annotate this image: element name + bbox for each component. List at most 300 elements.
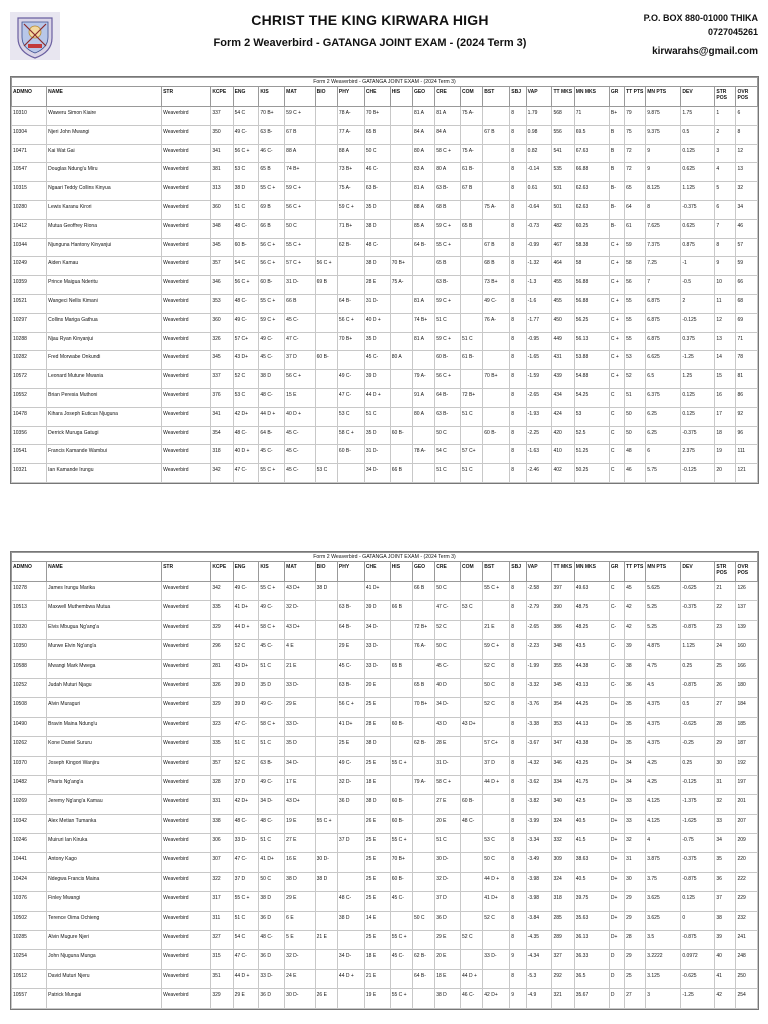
table-cell: 70 B+ (412, 698, 434, 717)
table-cell: 34 D- (337, 950, 364, 969)
table-cell: Weaverbird (162, 601, 211, 620)
table-cell: 33 D- (285, 678, 315, 697)
table-cell (315, 601, 337, 620)
table-cell: 464 (552, 257, 574, 276)
table-cell (315, 407, 337, 426)
table-cell: B- (609, 182, 624, 201)
table-row (12, 351, 758, 370)
table-cell: 44.38 (574, 659, 609, 678)
table-cell: Pharis Ng'ang'a (47, 775, 162, 794)
table-cell: C- (609, 640, 624, 659)
table-cell: 41 D+ (337, 717, 364, 736)
table-cell: 3.75 (646, 872, 681, 891)
table-cell: 340 (552, 795, 574, 814)
table-cell: 2 (715, 125, 736, 144)
table-cell: 60 B- (390, 795, 412, 814)
table-row (12, 989, 758, 1008)
table-cell: Weaverbird (162, 182, 211, 201)
table-cell: -5.3 (526, 969, 552, 988)
column-header: GEO (412, 87, 434, 107)
column-header: CHE (364, 562, 390, 582)
table-cell: 33 (625, 814, 646, 833)
table-cell (483, 464, 510, 483)
table-cell: 38 D (233, 182, 259, 201)
table-cell: C (609, 407, 624, 426)
table-cell: D+ (609, 775, 624, 794)
table-cell: -0.125 (681, 313, 715, 332)
table-cell: 71 (574, 107, 609, 126)
table-cell: 25 E (364, 756, 390, 775)
table-cell: 21 E (285, 659, 315, 678)
table-cell: Weaverbird (162, 795, 211, 814)
table-row (12, 892, 758, 911)
table-cell: Alex Metian Tumanka (47, 814, 162, 833)
table-cell (483, 107, 510, 126)
table-cell (390, 620, 412, 639)
table-cell: 8 (510, 931, 526, 950)
table-cell: 56.25 (574, 313, 609, 332)
table-cell: C + (609, 276, 624, 295)
table-cell: 345 (211, 238, 233, 257)
column-header: GEO (412, 562, 434, 582)
table-cell: C + (609, 332, 624, 351)
table-cell: 8 (510, 795, 526, 814)
table-cell: 47 C- (337, 388, 364, 407)
table-cell: 67 B (461, 182, 483, 201)
table-cell: 45 C- (390, 892, 412, 911)
table-cell: 10513 (12, 601, 47, 620)
table-cell: Murwe Elvin Ng'ang'a (47, 640, 162, 659)
table-cell: 31 D- (364, 294, 390, 313)
table-cell: Weaverbird (162, 163, 211, 182)
column-header: ENG (233, 87, 259, 107)
table-cell: -1.93 (526, 407, 552, 426)
table-cell: 8 (510, 257, 526, 276)
table-cell (412, 426, 434, 445)
table-cell: B- (609, 200, 624, 219)
table-cell: 50 C (412, 911, 434, 930)
table-cell: -0.625 (681, 717, 715, 736)
table-cell: 41 (715, 969, 736, 988)
table-cell: 232 (736, 911, 758, 930)
table-cell: 69 B (259, 200, 285, 219)
table-cell (390, 911, 412, 930)
table-cell: 48 C- (461, 814, 483, 833)
table-cell: 482 (552, 219, 574, 238)
table-cell: 8 (510, 872, 526, 891)
table-cell: Lewis Karanu Kirori (47, 200, 162, 219)
table-cell: -0.125 (681, 464, 715, 483)
table-cell: 254 (736, 989, 758, 1008)
table-cell: 42 D+ (233, 407, 259, 426)
table-cell: 3.625 (646, 892, 681, 911)
table-cell: 51 C (435, 464, 461, 483)
table-cell: 70 B+ (483, 370, 510, 389)
table-cell: 43 D+ (285, 620, 315, 639)
table-cell: 67 B (483, 125, 510, 144)
table-cell (315, 717, 337, 736)
table-cell: B- (609, 219, 624, 238)
table-cell: 8 (510, 144, 526, 163)
table-cell: 5 (715, 182, 736, 201)
table-cell: 52 C (233, 370, 259, 389)
table-cell: 6 E (285, 911, 315, 930)
table-cell: Mutua Geoffrey Riona (47, 219, 162, 238)
table-cell: 381 (211, 163, 233, 182)
table-cell: 420 (552, 426, 574, 445)
table-cell: C (609, 582, 624, 601)
table-cell: 8 (510, 294, 526, 313)
table-cell: 30 (715, 756, 736, 775)
table-cell: 58 C + (259, 717, 285, 736)
table-cell: 321 (552, 989, 574, 1008)
table-cell: 39 D (233, 698, 259, 717)
table-cell: 41.5 (574, 834, 609, 853)
table-cell: Jeremy Ng'ang'a Kamau (47, 795, 162, 814)
table-cell (315, 911, 337, 930)
table-cell: 47 C- (233, 950, 259, 969)
table-cell: 81 A (412, 182, 434, 201)
table-cell: 18 E (364, 950, 390, 969)
table-cell (412, 351, 434, 370)
table-cell (412, 872, 434, 891)
table-cell (483, 814, 510, 833)
table-cell: 360 (211, 200, 233, 219)
table-cell: 10350 (12, 640, 47, 659)
table-cell (390, 737, 412, 756)
table-cell: Weaverbird (162, 931, 211, 950)
table-cell: Weaverbird (162, 388, 211, 407)
table-cell: Njunguna Hantony Kinyanjui (47, 238, 162, 257)
table-cell: 348 (211, 219, 233, 238)
table-cell: 501 (552, 182, 574, 201)
table-cell (390, 407, 412, 426)
table-cell: -2.65 (526, 388, 552, 407)
column-header: GR (609, 87, 624, 107)
table-cell: 58.38 (574, 238, 609, 257)
table-cell: -0.99 (526, 238, 552, 257)
table-cell (315, 332, 337, 351)
table-cell: 449 (552, 332, 574, 351)
table-cell: 21 E (315, 931, 337, 950)
table-cell: 50 C (483, 678, 510, 697)
table-cell (390, 582, 412, 601)
table-cell: James Irungu Marika (47, 582, 162, 601)
table-cell: 10490 (12, 717, 47, 736)
table-cell: 33 D- (364, 640, 390, 659)
table-cell (390, 219, 412, 238)
table-cell: 46 (625, 464, 646, 483)
table-cell: 36 D (435, 911, 461, 930)
table-cell: 60 B- (390, 872, 412, 891)
table-cell: Weaverbird (162, 200, 211, 219)
table-cell: -1.65 (526, 351, 552, 370)
table-cell: 84 A (412, 125, 434, 144)
table-cell: 10320 (12, 620, 47, 639)
table-cell: 35 D (364, 332, 390, 351)
table-cell: 49 C- (259, 332, 285, 351)
column-header: VAP (526, 87, 552, 107)
table-cell: 60 B- (483, 426, 510, 445)
table-cell: 29 E (285, 698, 315, 717)
table-cell: 289 (552, 931, 574, 950)
column-header: MN MKS (574, 562, 609, 582)
column-header: KCPE (211, 562, 233, 582)
table-cell: 6.875 (646, 294, 681, 313)
table-cell: 35.63 (574, 911, 609, 930)
table-cell (390, 107, 412, 126)
table-cell: Weaverbird (162, 107, 211, 126)
table-cell: 66 B (259, 219, 285, 238)
table-cell: 69 (736, 313, 758, 332)
table-cell (390, 969, 412, 988)
table-cell: 17 E (285, 775, 315, 794)
table-cell: -3.98 (526, 892, 552, 911)
table-cell: 52 (625, 370, 646, 389)
table-cell: -1.375 (681, 795, 715, 814)
table-cell (390, 370, 412, 389)
table-cell: 65 B (435, 257, 461, 276)
table-cell (483, 601, 510, 620)
table-cell (315, 388, 337, 407)
table-cell: Mwangi Mark Mwega (47, 659, 162, 678)
table-cell: D+ (609, 756, 624, 775)
table-cell: D+ (609, 872, 624, 891)
table-cell: 47 C- (435, 601, 461, 620)
table-cell: Weaverbird (162, 698, 211, 717)
table-cell (483, 717, 510, 736)
table-cell: 306 (211, 834, 233, 853)
table-cell: Weaverbird (162, 370, 211, 389)
table-cell (315, 182, 337, 201)
table-row (12, 182, 758, 201)
table-cell: 10552 (12, 388, 47, 407)
table-cell: 0.375 (681, 332, 715, 351)
table-cell: 25 E (364, 872, 390, 891)
table-cell: 2.375 (681, 445, 715, 464)
table-cell (337, 582, 364, 601)
table-cell: 541 (552, 144, 574, 163)
table-row (12, 426, 758, 445)
marks-table (11, 77, 758, 483)
table-cell: 48 C- (233, 294, 259, 313)
table-cell (461, 125, 483, 144)
table-cell (461, 678, 483, 697)
table-cell: -0.125 (681, 775, 715, 794)
table-cell: 15 (715, 370, 736, 389)
table-cell: C (609, 445, 624, 464)
table-cell: 33 D- (285, 717, 315, 736)
column-header: MAT (285, 562, 315, 582)
table-cell: 64 B- (412, 969, 434, 988)
table-cell: 35 (625, 737, 646, 756)
table-cell: 28 (625, 931, 646, 950)
table-cell: 335 (211, 737, 233, 756)
table-cell: 44 D + (483, 775, 510, 794)
table-cell: 96 (736, 426, 758, 445)
table-cell (337, 814, 364, 833)
table-cell: 42 (625, 620, 646, 639)
table-cell: 24 (715, 640, 736, 659)
table-cell: 40.5 (574, 872, 609, 891)
table-cell: 353 (552, 717, 574, 736)
table-cell: 25 E (364, 853, 390, 872)
table-cell: 25 E (337, 737, 364, 756)
table-cell (412, 834, 434, 853)
table-cell: 32 (736, 182, 758, 201)
table-cell: 184 (736, 698, 758, 717)
table-cell: 65 B (412, 678, 434, 697)
table-cell: 26 E (315, 989, 337, 1008)
column-header: ADMNO (12, 562, 47, 582)
table-cell: 346 (552, 756, 574, 775)
table-cell: 50 C (285, 219, 315, 238)
table-cell: 402 (552, 464, 574, 483)
table-cell: 31 (715, 775, 736, 794)
table-cell: 160 (736, 640, 758, 659)
table-cell: 6 (646, 445, 681, 464)
table-cell (390, 238, 412, 257)
table-cell: 10304 (12, 125, 47, 144)
table-cell: 74 B+ (412, 313, 434, 332)
table-cell: Collins Mariga Gathua (47, 313, 162, 332)
school-name: CHRIST THE KING KIRWARA HIGH (251, 12, 489, 28)
table-cell: C (609, 464, 624, 483)
table-cell: 51 (625, 388, 646, 407)
column-header: OVR POS (736, 87, 758, 107)
table-cell (390, 313, 412, 332)
table-cell: 4.125 (646, 795, 681, 814)
table-cell: 34 D- (285, 756, 315, 775)
table-cell: 52 C (461, 931, 483, 950)
table-cell: 318 (211, 445, 233, 464)
table-cell: 40.5 (574, 814, 609, 833)
column-header: BST (483, 87, 510, 107)
table-cell: 50 C (364, 144, 390, 163)
table-cell: -1.625 (681, 814, 715, 833)
table-cell: 57 C+ (233, 332, 259, 351)
table-cell: 27 E (285, 834, 315, 853)
table-cell: D+ (609, 814, 624, 833)
table-cell (461, 313, 483, 332)
table-cell: 51 C (259, 834, 285, 853)
table-cell: 49 C- (259, 775, 285, 794)
table-cell: 4.375 (646, 737, 681, 756)
table-cell: 29 E (435, 931, 461, 950)
table-cell: 8 (510, 582, 526, 601)
table-cell: 10246 (12, 834, 47, 853)
table-cell (461, 294, 483, 313)
table-cell (483, 144, 510, 163)
table-cell: 60 B- (435, 351, 461, 370)
column-header: PHY (337, 562, 364, 582)
table-cell: Weaverbird (162, 969, 211, 988)
table-cell: 0.0972 (681, 950, 715, 969)
table-cell (337, 853, 364, 872)
table-cell: 6.25 (646, 407, 681, 426)
table-cell: 53 C (483, 834, 510, 853)
table-cell: -3.34 (526, 834, 552, 853)
table-cell: 8.125 (646, 182, 681, 201)
table-cell: 185 (736, 717, 758, 736)
table-cell: 48 C- (233, 219, 259, 238)
table-cell: 397 (552, 582, 574, 601)
table-cell: 36 D (259, 950, 285, 969)
table-cell (390, 163, 412, 182)
table-cell (315, 775, 337, 794)
table-cell: 37 D (337, 834, 364, 853)
table-cell: 4 (715, 163, 736, 182)
table-cell: 47 C- (233, 853, 259, 872)
table-cell: 10541 (12, 445, 47, 464)
table-cell: 55 C + (435, 238, 461, 257)
table-cell: 455 (552, 294, 574, 313)
table-cell: 21 E (483, 620, 510, 639)
table-cell: 55 (625, 294, 646, 313)
table-cell: 10478 (12, 407, 47, 426)
table-cell: 50 C (259, 872, 285, 891)
column-header: NAME (47, 562, 162, 582)
table-cell: Weaverbird (162, 445, 211, 464)
table-cell: 34 (625, 756, 646, 775)
table-cell: 354 (211, 426, 233, 445)
table-cell: 40 D (435, 678, 461, 697)
table-cell: -3.62 (526, 775, 552, 794)
table-cell (412, 464, 434, 483)
table-cell: 78 A- (337, 107, 364, 126)
table-cell: Weaverbird (162, 678, 211, 697)
table-cell: 70 B+ (364, 107, 390, 126)
table-cell (315, 756, 337, 775)
table-cell: 37 (715, 892, 736, 911)
table-cell: 36 (625, 678, 646, 697)
table-cell: 75 A- (461, 107, 483, 126)
table-cell: 5.25 (646, 620, 681, 639)
table-cell: Joseph Kingori Wanjiru (47, 756, 162, 775)
table-cell: 56 C + (259, 238, 285, 257)
table-cell: 38 D (285, 872, 315, 891)
table-cell: 51 C (435, 834, 461, 853)
table-cell: 1.79 (526, 107, 552, 126)
table-cell: 5.25 (646, 601, 681, 620)
table-cell: 8 (510, 678, 526, 697)
table-cell: 48 C- (233, 814, 259, 833)
column-header: SBJ (510, 562, 526, 582)
table-cell: 248 (736, 950, 758, 969)
table-cell: 72 (625, 163, 646, 182)
table-cell: 7.375 (646, 238, 681, 257)
table-cell: 4.375 (646, 717, 681, 736)
table-cell: 59 (625, 238, 646, 257)
table-cell (315, 125, 337, 144)
table-cell: 81 A (412, 107, 434, 126)
table-cell: Kai Wat Gai (47, 144, 162, 163)
school-crest-icon (10, 12, 60, 60)
table-cell: 49 C- (337, 756, 364, 775)
table-cell: 6.625 (646, 351, 681, 370)
column-header: PHY (337, 87, 364, 107)
table-cell: 53 (574, 407, 609, 426)
table-cell: 220 (736, 853, 758, 872)
table-cell: 44 D + (259, 407, 285, 426)
table-cell: 7 (646, 276, 681, 295)
table-cell: 18 E (435, 969, 461, 988)
table-cell: -0.64 (526, 200, 552, 219)
table-cell: 10252 (12, 678, 47, 697)
table-cell: 19 E (285, 814, 315, 833)
table-cell: 84 A (435, 125, 461, 144)
table-cell: 60 B- (233, 238, 259, 257)
